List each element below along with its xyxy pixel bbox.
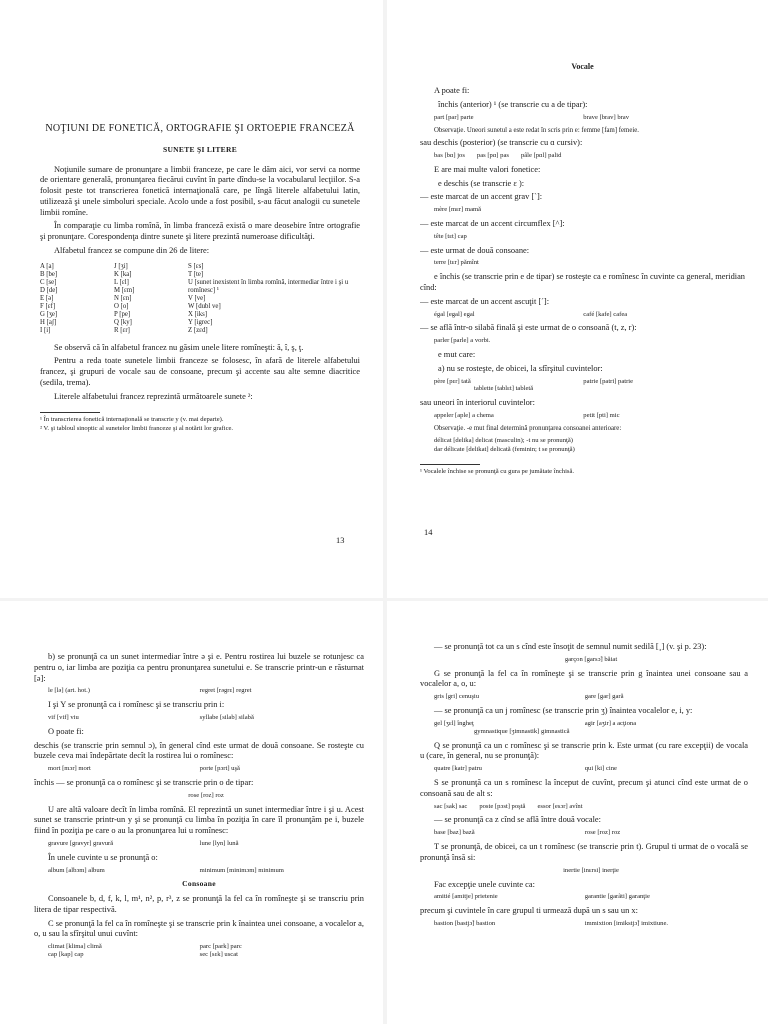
example: base [baz] bază — [434, 829, 475, 837]
letter: G [ʒe] — [40, 310, 58, 318]
footnote: ¹ Vocalele închise se pronunţă cu gura pe jumătate închisă. — [420, 468, 575, 476]
example-row — [434, 412, 745, 420]
example: bas [bɑ] jos — [434, 151, 465, 159]
example: syllabe [silab] silabă — [199, 713, 254, 721]
paragraph: T se pronunţă, de obicei, ca un t romînesc (se transcrie prin t). Grupul ti urmat de o vocală se pronunţă însă si: — [420, 842, 748, 862]
letter: J [ʒi] — [114, 262, 128, 270]
paragraph: precum şi cuvintele în care grupul ti urmează după un s sau un x: — [420, 906, 638, 916]
text-line: sau deschis (posterior) (se transcrie cu ɑ cursiv): — [420, 138, 583, 148]
text-line: A poate fi: — [434, 86, 470, 96]
paragraph: Q se pronunţă ca un c romînesc şi se transcrie prin k. Este urmat (cu rare excepţii) de vocala u (care, în general, nu se pronunţă): — [420, 740, 748, 761]
example: délicat [delika] delicat (masculin); -t nu se pronunţă) — [434, 436, 573, 444]
paragraph: Se observă că în alfabetul francez nu găsim unele litere romîneşti: ă, î, ş, ţ. — [54, 342, 304, 352]
letter: U [sunet inexistent în limba romînă, intermediar între i şi u romînesc] ¹ — [188, 278, 349, 294]
text-line: — se află într-o silabă finală şi este urmat de o consoană (t, z, r): — [420, 323, 637, 333]
example: tête [tɛt] cap — [434, 232, 467, 240]
paragraph: Fac excepţie unele cuvinte ca: — [434, 879, 535, 889]
example: gare [gar] gară — [584, 693, 624, 701]
page-15 — [34, 652, 364, 1022]
footnote-rule — [420, 464, 480, 465]
example: climat [klima] climă — [48, 943, 102, 951]
observation: Observaţie. Uneori sunetul a este redat în scris prin e: femme [fam] femeie. — [434, 126, 639, 134]
example-row — [48, 951, 364, 959]
text-line: — este marcat de un accent grav [`]: — [420, 192, 543, 202]
paragraph: Alfabetul francez se compune din 26 de litere: — [54, 245, 210, 255]
example-row — [434, 152, 745, 160]
letter: B [be] — [40, 270, 58, 278]
example-row — [434, 920, 748, 928]
example-row — [434, 693, 748, 701]
example: bastion [bastjɔ̃] bastion — [434, 919, 496, 927]
example: égal [egal] egal — [434, 310, 475, 318]
example-row — [48, 687, 364, 695]
example: cap [kap] cap — [48, 950, 84, 958]
paragraph: I şi Y se pronunţă ca i romînesc şi se transcriu prin i: — [48, 700, 225, 710]
alphabet-column-1 — [40, 263, 114, 335]
paragraph: deschis (se transcrie prin semnul ɔ), în general cînd este urmat de două consoane. Se rosteşte cu buzele ceva mai îndepărtate decît la rostirea lui o romînesc: — [34, 740, 364, 761]
letter: N [ɛn] — [114, 294, 132, 302]
letter: X [iks] — [188, 310, 208, 318]
example: sac [sak] sac — [434, 802, 468, 810]
example: père [pɛr] tată — [434, 377, 471, 385]
example: garçon [garsɔ̃] băiat — [564, 655, 618, 663]
paragraph: — se pronunţă tot ca un s cînd este însoţit de semnul numit sedilă [¸] (v. şi p. 23): — [434, 642, 707, 651]
footnote: ¹ În transcrierea fonetică internaţională se transcrie y (v. mai departe). — [40, 416, 224, 424]
paragraph: Consoanele b, d, f, k, l, m¹, n², p, r³, z se pronunţă la fel ca în romîneşte şi se transcriu prin litera de tipar respectivă. — [34, 894, 364, 914]
example-row — [48, 714, 364, 722]
example: pas [pɑ] pas — [476, 151, 509, 159]
example-row — [434, 893, 748, 901]
letter: E [ə] — [40, 294, 54, 302]
page-16 — [420, 642, 748, 1022]
example: agir [aʒir] a acţiona — [584, 719, 637, 727]
example-row — [434, 114, 745, 122]
letter: A [a] — [40, 262, 54, 270]
text-line: a) nu se rosteşte, de obicei, la sfîrşitul cuvintelor: — [438, 363, 603, 373]
text-line: închis (anterior) ¹ (se transcrie cu a de tipar): — [438, 99, 588, 109]
text-line: E are mai multe valori fonetice: — [434, 164, 541, 174]
example: gris [gri] cenuşiu — [434, 693, 480, 701]
paragraph: Noţiunile sumare de pronunţare a limbii franceze, pe care le dăm aici, vor servi ca norme de orientare generală, pronunţarea fiecărui cuvînt în parte dîndu-se la vocabularul lecţiilor. S-a folosit peste tot transcrierea fonetică internaţională care, pe lîngă literele alfabetului latin, utilizează şi unele simboluri speciale. Acolo unde a fost posibil, s-au făcut analogii cu sunetele limbii romîne. — [40, 164, 360, 217]
page-14 — [420, 62, 745, 532]
example: gravure [gravyr] gravură — [48, 839, 114, 847]
example: pâle [pɑl] palid — [520, 151, 562, 159]
paragraph: închis — se pronunţă ca o romînesc şi se transcrie prin o de tipar: — [34, 777, 254, 787]
example: gymnastique [ʒimnastik] gimnastică — [474, 727, 570, 735]
example: album [albɔm] album — [48, 866, 105, 874]
page-13 — [40, 122, 360, 562]
letter: R [ɛr] — [114, 326, 130, 334]
letter: P [pe] — [114, 310, 131, 318]
letter: F [ɛf] — [40, 302, 56, 310]
letter: M [ɛm] — [114, 286, 135, 294]
example-row — [48, 765, 364, 773]
letter: Y [igrec] — [188, 318, 213, 326]
text-line: — este marcat de un accent ascuţit [´]: — [420, 296, 550, 306]
example: terre [tɛr] pămînt — [434, 259, 479, 267]
example-row — [434, 765, 748, 773]
example: brave [brav] brav — [583, 113, 630, 121]
example: dar délicate [delikat] delicată (feminin; t se pronunţă) — [434, 446, 575, 454]
paragraph: În comparaţie cu limba romînă, în limba franceză există o mare deosebire între ortografie şi pronunţare. Corespondenţa dintre sunete şi litere prezintă numeroase dificultăţi. — [40, 221, 360, 242]
example-row — [434, 803, 748, 811]
example: tablette [tablɛt] tabletă — [474, 385, 534, 393]
example-row — [48, 867, 364, 875]
example: mère [mɛr] mamă — [434, 206, 482, 214]
letter: I [i] — [40, 326, 51, 334]
text-line: e închis (se transcrie prin e de tipar) se rosteşte ca e romînesc în cuvinte ca general, meridian cînd: — [420, 272, 745, 292]
alphabet-column-3 — [188, 263, 360, 335]
example-row — [48, 943, 364, 951]
example: sec [sɛk] uscat — [199, 950, 238, 958]
footnote-rule — [40, 412, 100, 413]
example: vif [vif] viu — [48, 713, 79, 721]
letter: V [ve] — [188, 294, 206, 302]
section-title: SUNETE ŞI LITERE — [163, 145, 237, 154]
example-row — [434, 829, 748, 837]
paragraph: U are altă valoare decît în limba romînă. El reprezintă un sunet intermediar între i şi u. Acest sunet se transcrie printr-un y şi se pronunţă cu limba în poziţia în care îl pronunţăm pe i, buzele fiind în poziţia pe care o au la pronunţarea lui u romînesc: — [34, 804, 364, 836]
section-header: Vocale — [571, 62, 594, 71]
example: part [par] parte — [434, 113, 474, 121]
letter: Q [ky] — [114, 318, 132, 326]
example: parler [parle] a vorbi. — [434, 337, 491, 345]
example-row — [48, 840, 364, 848]
example: quatre [katr] patru — [434, 765, 482, 773]
paragraph: — se pronunţă ca un j romînesc (se transcrie prin ʒ) înaintea vocalelor e, i, y: — [434, 706, 693, 716]
text-line: — este urmat de două consoane: — [420, 245, 530, 255]
example-row — [434, 720, 748, 736]
page-gutter-horizontal — [0, 598, 768, 601]
example: parc [park] parc — [199, 943, 242, 951]
example: petit [pti] mic — [583, 412, 620, 420]
text-line: e deschis (se transcrie ɛ ): — [438, 178, 525, 188]
section-title: Consoane — [182, 879, 216, 889]
text-line: sau uneori în interiorul cuvintelor: — [420, 398, 535, 408]
example: rose [roz] roz — [584, 829, 621, 837]
example: rose [roz] roz — [188, 791, 224, 799]
paragraph: C se pronunţă la fel ca în romîneşte şi se transcrie prin k înaintea unei consoane, a vocalelor a, o, u sau la sfîrşitul unui cuvînt: — [34, 918, 364, 939]
paragraph: S se pronunţă ca un s romînesc la început de cuvînt, precum şi atunci cînd este urmat de o consoană sau de alt s: — [420, 778, 748, 798]
footnote: ² V. şi tabloul sinoptic al sunetelor limbii franceze şi al notării lor grafice. — [40, 425, 234, 433]
example: garantie [garãti] garanţie — [584, 893, 650, 901]
letter: H [aʃ] — [40, 318, 57, 326]
alphabet-table — [40, 263, 360, 335]
chapter-title: NOŢIUNI DE FONETICĂ, ORTOGRAFIE ŞI ORTOEPIE FRANCEZĂ — [45, 123, 355, 134]
letter: C [se] — [40, 278, 57, 286]
letter: S [ɛs] — [188, 262, 204, 270]
paragraph: b) se pronunţă ca un sunet intermediar între ə şi e. Pentru rostirea lui buzele se rotunjesc ca pentru o, iar limba are poziţia ca pentru pronunţarea sunetului e. Se transcrie printr-un e răsturnat [ə]: — [34, 652, 364, 683]
example: inertie [inɛrsi] inerţie — [563, 866, 619, 874]
example: mort [mɔr] mort — [48, 765, 91, 773]
example: qui [ki] cine — [584, 765, 617, 773]
example: appeler [aple] a chema — [434, 412, 494, 420]
example: regret [rəgrɛ] regret — [199, 687, 252, 695]
text-line: — este marcat de un accent circumflex [^]: — [420, 218, 565, 228]
letter: O [o] — [114, 302, 129, 310]
example: patrie [patri] patrie — [583, 377, 634, 385]
example-row — [434, 378, 745, 394]
letter: D [de] — [40, 286, 58, 294]
observation: Observaţie. -e mut final determină pronunţarea consoanei anterioare: — [434, 425, 622, 433]
page-gutter-vertical — [383, 0, 387, 1024]
example: le [lə] (art. hot.) — [48, 687, 90, 695]
example: minimum [minimɔm] minimum — [199, 866, 284, 874]
letter: L [ɛl] — [114, 278, 129, 286]
example: essor [esɔr] avînt — [537, 802, 583, 810]
paragraph: G se pronunţă la fel ca în romîneşte şi se transcrie prin g înaintea unei consoane sau a vocalelor a, o, u: — [420, 668, 748, 689]
example: gel [ʒɛl] îngheţ — [434, 719, 474, 727]
letter: W [dubl ve] — [188, 302, 221, 310]
paragraph: În unele cuvinte u se pronunţă o: — [48, 852, 158, 862]
example: porte [pɔrt] uşă — [199, 765, 240, 773]
text-line: e mut care: — [438, 350, 476, 360]
example: café [kafe] cafea — [583, 310, 628, 318]
letter: Z [zɛd] — [188, 326, 208, 334]
example: amitié [amitje] prietenie — [434, 893, 498, 901]
paragraph: O poate fi: — [48, 726, 84, 736]
letter: K [ka] — [114, 270, 132, 278]
paragraph: — se pronunţă ca z cînd se află între două vocale: — [434, 815, 601, 825]
letter: T [te] — [188, 270, 204, 278]
example-row — [434, 311, 745, 319]
page-number: 13 — [336, 536, 345, 545]
alphabet-column-2 — [114, 263, 188, 335]
page-number: 14 — [424, 528, 433, 537]
paragraph: Literele alfabetului francez reprezintă următoarele sunete ²: — [54, 391, 253, 401]
example: poste [pɔst] poştă — [479, 802, 526, 810]
paragraph: Pentru a reda toate sunetele limbii franceze se folosesc, în afară de literele alfabetului francez, şi grupuri de vocale sau de consoane, precum şi accente sau alte semne diacritice (sedila, trema). — [40, 356, 360, 387]
example: lune [lyn] lună — [199, 839, 239, 847]
example: immixtion [imikstjɔ̃] imixtiune. — [584, 919, 669, 927]
